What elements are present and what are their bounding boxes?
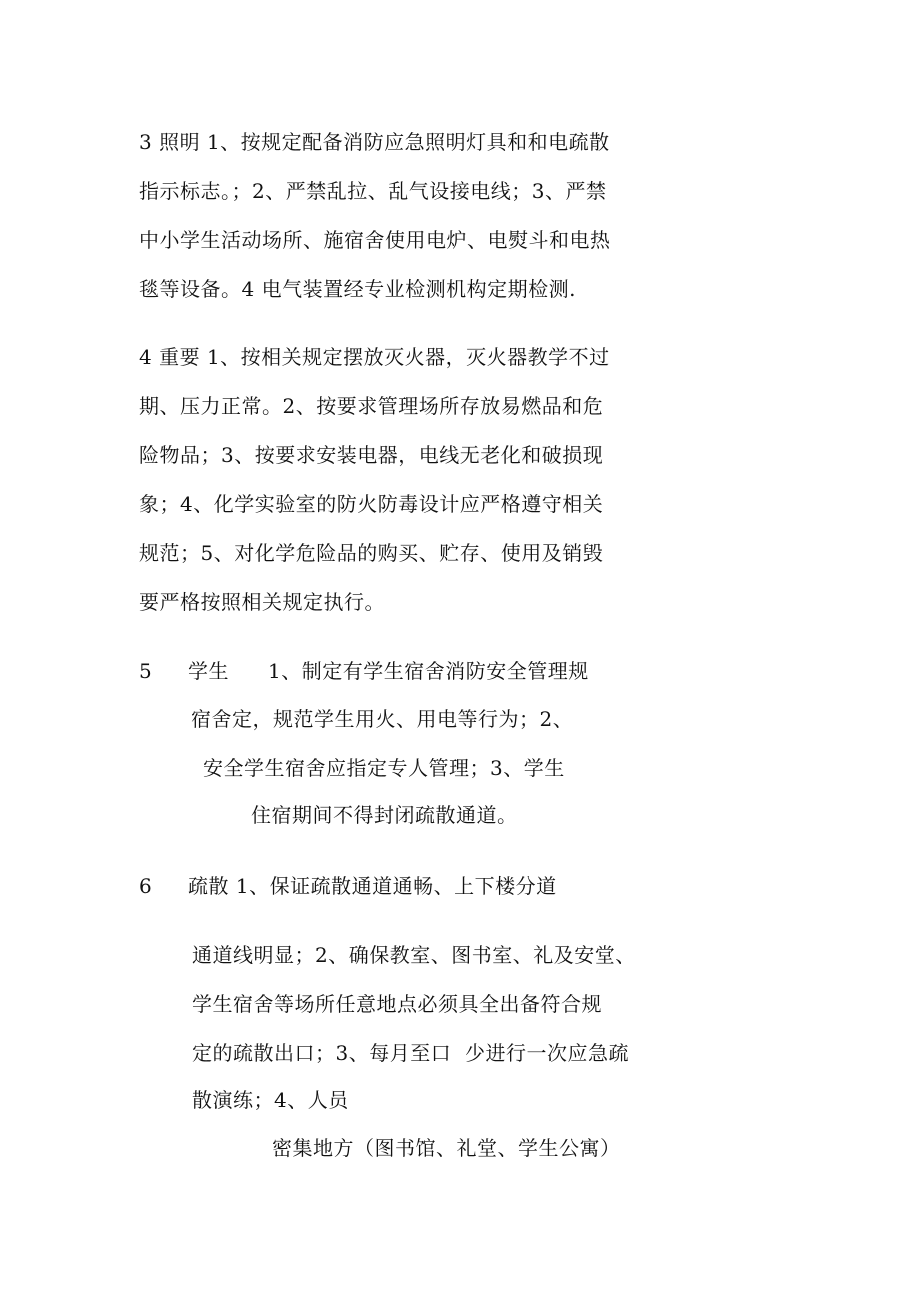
section-4-line-2: 期、压力正常。2、按要求管理场所存放易燃品和危 [139,394,604,418]
section-4-line-6: 要严格按照相关规定执行。 [139,590,385,614]
section-4-line-4: 象；4、化学实验室的防火防毒设计应严格遵守相关 [139,492,604,516]
section-6-number: 6 [139,874,153,898]
section-4-line-1: 4 重要 1、按相关规定摆放灭火器，灭火器教学不过 [139,345,610,369]
section-6-line-3: 学生宿舍等场所任意地点必须具全出备符合规 [192,992,602,1016]
section-6-line-2: 通道线明显；2、确保教室、图书室、礼及安堂、 [192,943,636,967]
section-5-label: 学生 [188,659,229,683]
section-3-line-1: 3 照明 1、按规定配备消防应急照明灯具和和电疏散 [139,130,610,154]
section-4-line-3: 险物品；3、按要求安装电器，电线无老化和破损现 [139,443,604,467]
section-6-line-6: 密集地方（图书馆、礼堂、学生公寓） [272,1136,621,1160]
section-6-line-1: 疏散 1、保证疏散通道通畅、上下楼分道 [188,874,557,898]
section-5-line-2: 宿舍定，规范学生用火、用电等行为；2、 [191,707,574,731]
section-5-number: 5 [139,659,153,683]
section-5-line-3: 安全学生宿舍应指定专人管理；3、学生 [203,756,565,780]
section-3-line-4: 毯等设备。4 电气装置经专业检测机构定期检测. [139,277,576,301]
section-3-line-2: 指示标志。；2、严禁乱拉、乱气设接电线；3、严禁 [139,179,607,203]
section-3-line-3: 中小学生活动场所、施宿舍使用电炉、电熨斗和电热 [139,228,611,252]
section-4-line-5: 规范；5、对化学危险品的购买、贮存、使用及销毁 [139,541,604,565]
section-5-line-1: 1、制定有学生宿舍消防安全管理规 [268,659,589,683]
section-6-line-4: 定的疏散出口；3、每月至口 少进行一次应急疏 [192,1041,629,1065]
section-5-line-4: 住宿期间不得封闭疏散通道。 [251,803,518,827]
section-6-line-5: 散演练；4、人员 [192,1088,349,1112]
